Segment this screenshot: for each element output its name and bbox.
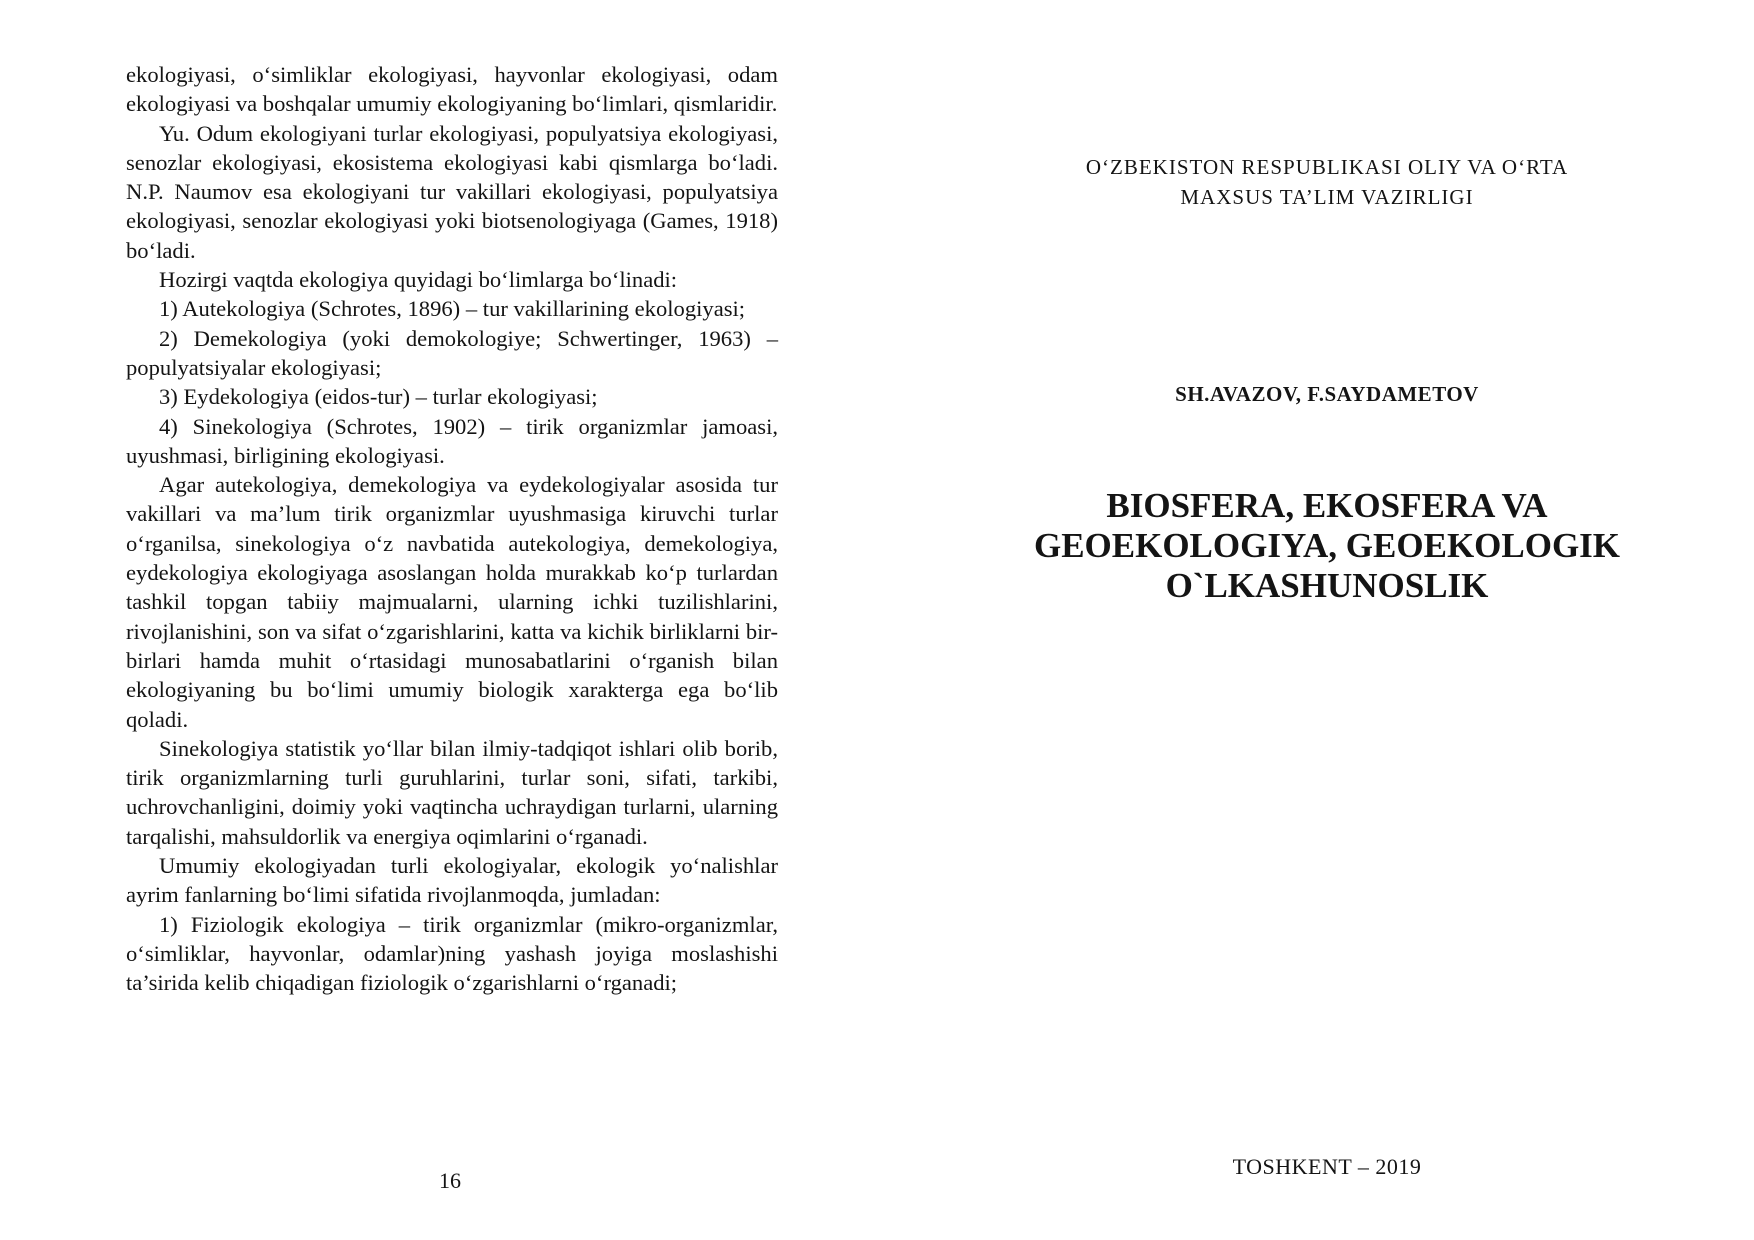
list-item: 3) Eydekologiya (eidos-tur) – turlar ekologiyasi;	[159, 384, 598, 410]
left-page-text	[126, 60, 778, 998]
paragraph: Yu. Odum ekologiyani turlar ekologiyasi, populyatsiya ekologiyasi, senozlar ekologiyasi, ekosistema ekologiyasi kabi qismlarga bo‘ladi. N.P. Naumov esa ekologiyani tur vakillari ekologiyasi, populyatsiya ekologiyasi, senozlar ekologiyasi yoki biotsenologiyaga (Games, 1918) bo‘ladi.	[126, 120, 778, 263]
list-item: 4) Sinekologiya (Schrotes, 1902) – tirik organizmlar jamoasi, uyushmasi, birligining ekologiyasi.	[126, 413, 778, 468]
book-title-line: GEOEKOLOGIYA, GEOEKOLOGIK	[1033, 526, 1621, 565]
paragraph: ekologiyasi, o‘simliklar ekologiyasi, hayvonlar ekologiyasi, odam ekologiyasi va boshqalar umumiy ekologiyaning bo‘limlari, qismlaridir.	[126, 62, 778, 117]
city-year: TOSHKENT – 2019	[1232, 1154, 1422, 1179]
ministry-line: O‘ZBEKISTON RESPUBLIKASI OLIY VA O‘RTA	[1085, 155, 1569, 179]
page-number: 16	[439, 1168, 461, 1193]
book-title	[1000, 486, 1654, 606]
ministry-line: MAXSUS TA’LIM VAZIRLIGI	[1180, 185, 1474, 209]
book-title-line: O`LKASHUNOSLIK	[1165, 566, 1489, 605]
list-item: 2) Demekologiya (yoki demokologiye; Schwertinger, 1963) – populyatsiyalar ekologiyasi;	[126, 325, 778, 380]
paragraph: Umumiy ekologiyadan turli ekologiyalar, ekologik yo‘nalishlar ayrim fanlarning bo‘limi sifatida rivojlanmoqda, jumladan:	[126, 853, 778, 908]
authors: SH.AVAZOV, F.SAYDAMETOV	[1175, 382, 1479, 406]
list-item: 1) Autekologiya (Schrotes, 1896) – tur vakillarining ekologiyasi;	[159, 296, 746, 322]
paragraph: Sinekologiya statistik yo‘llar bilan ilmiy-tadqiqot ishlari olib borib, tirik organizmlarning turli guruhlarini, turlar soni, sifati, tarkibi, uchrovchanligini, doimiy yoki vaqtincha uchraydigan turlarni, ularning tarqalishi, mahsuldorlik va energiya oqimlarini o‘rganadi.	[126, 735, 778, 849]
paragraph: Agar autekologiya, demekologiya va eydekologiyalar asosida tur vakillari va ma’lum tirik organizmlar uyushmasiga kiruvchi turlar o‘rganilsa, sinekologiya o‘z navbatida autekologiya, demekologiya, eydekologiya ekologiyaga asoslangan holda murakkab ko‘p turlardan tashkil topgan tabiiy majmualarni, ularning ichki tuzilishlarini, rivojlanishini, son va sifat o‘zgarishlarini, katta va kichik birliklarni bir-birlari hamda muhit o‘rtasidagi munosabatlarini o‘rganish bilan ekologiyaning bu bo‘limi umumiy biologik xarakterga ega bo‘lib qoladi.	[126, 472, 778, 732]
paragraph: Hozirgi vaqtda ekologiya quyidagi bo‘limlarga bo‘linadi:	[159, 267, 678, 293]
title-page	[1000, 0, 1654, 1240]
book-title-line: BIOSFERA, EKOSFERA VA	[1106, 486, 1548, 525]
ministry-heading	[1000, 152, 1654, 212]
list-item: 1) Fiziologik ekologiya – tirik organizmlar (mikro-organizmlar, o‘simliklar, hayvonlar, odamlar)ning yashash joyiga moslashishi ta’sirida kelib chiqadigan fiziologik o‘zgarishlarni o‘rganadi;	[126, 911, 778, 996]
